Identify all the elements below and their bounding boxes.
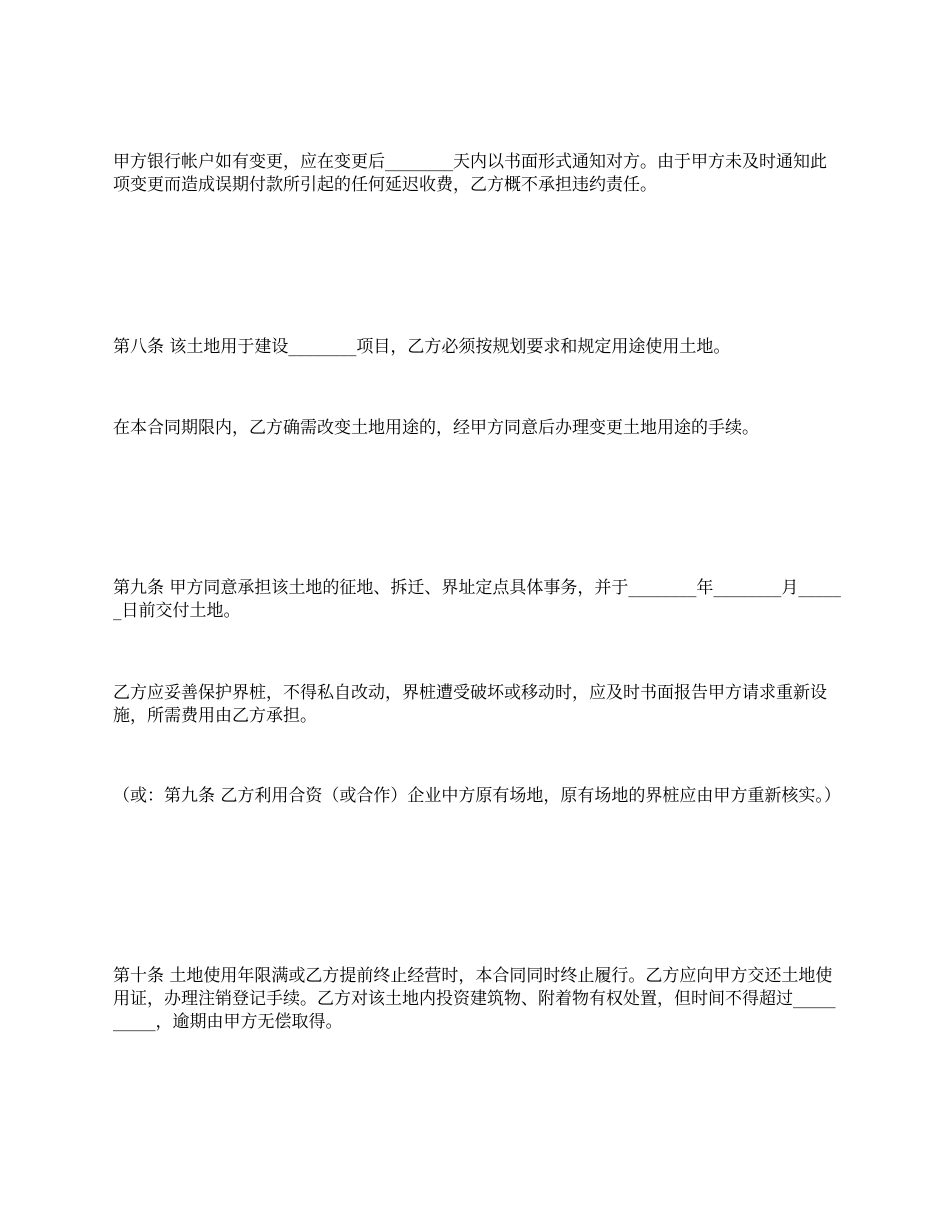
paragraph-article-10: 第十条 土地使用年限满或乙方提前终止经营时，本合同同时终止履行。乙方应向甲方交还土地使用证，办理注销登记手续。乙方对该土地内投资建筑物、附着物有权处置，但时间不得超过__________，逾期由甲方无偿取得。 xyxy=(113,966,836,1032)
paragraph-article-9-alternative: （或：第九条 乙方利用合资（或合作）企业中方原有场地，原有场地的界桩应由甲方重新核实。） xyxy=(113,786,841,806)
paragraph-land-use-change: 在本合同期限内，乙方确需改变土地用途的，经甲方同意后办理变更土地用途的手续。 xyxy=(113,418,759,438)
paragraph-bank-account-change: 甲方银行帐户如有变更，应在变更后________天内以书面形式通知对方。由于甲方未及时通知此项变更而造成误期付款所引起的任何延迟收费，乙方概不承担违约责任。 xyxy=(113,152,827,195)
paragraph-article-8: 第八条 该土地用于建设________项目，乙方必须按规划要求和规定用途使用土地。 xyxy=(113,337,731,357)
paragraph-article-9: 第九条 甲方同意承担该土地的征地、拆迁、界址定点具体事务，并于________年________月______日前交付土地。 xyxy=(113,578,841,621)
paragraph-boundary-markers: 乙方应妥善保护界桩，不得私自改动，界桩遭受破坏或移动时，应及时书面报告甲方请求重新设施，所需费用由乙方承担。 xyxy=(113,683,827,726)
